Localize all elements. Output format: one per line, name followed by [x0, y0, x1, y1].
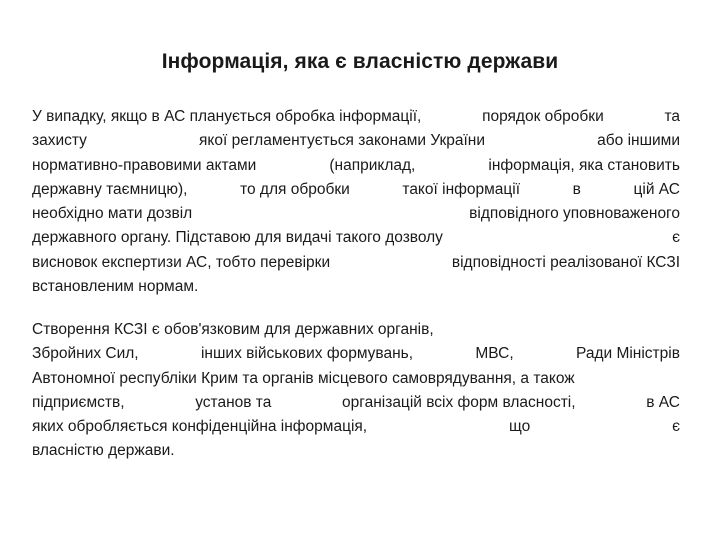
text-segment: є: [672, 229, 680, 247]
text-segment: (наприклад,: [329, 156, 416, 174]
text-segment: яких обробляється конфіденційна інформація,: [32, 418, 368, 436]
text-segment: інформація, яка становить: [488, 156, 680, 174]
text-segment: та: [664, 108, 680, 125]
text-segment: Створення КСЗІ є обов'язковим для державних органів,: [32, 321, 434, 338]
text-segment: організацій всіх форм власності,: [342, 393, 576, 411]
text-segment: такої інформації: [402, 180, 521, 198]
text-segment: МВС,: [475, 345, 514, 363]
text-line: [32, 202, 680, 226]
text-line: [32, 391, 680, 415]
text-line: [32, 275, 680, 299]
text-segment: необхідно мати дозвіл: [32, 205, 193, 223]
text-segment: якої регламентується законами України: [199, 132, 486, 150]
text-segment: державну таємницю),: [32, 180, 188, 198]
paragraph-access-permit: [32, 105, 680, 299]
text-segment: нормативно-правовими актами: [32, 156, 257, 174]
text-line: [32, 342, 680, 366]
text-segment: то для обробки: [240, 180, 350, 198]
text-segment: захисту: [32, 132, 87, 150]
text-segment: Автономної республіки Крим та органів місцевого самоврядування, а також: [32, 369, 575, 387]
text-segment: установ та: [195, 393, 272, 411]
text-line: [32, 154, 680, 178]
text-line: [32, 129, 680, 153]
text-segment: відповідного уповноваженого: [469, 205, 680, 223]
text-segment: підприємств,: [32, 393, 125, 411]
text-line: [32, 318, 680, 342]
text-segment: висновок експертизи АС, тобто перевірки: [32, 253, 331, 271]
text-segment: державного органу. Підставою для видачі такого дозволу: [32, 229, 443, 247]
text-line: [32, 439, 680, 463]
text-segment: власністю держави.: [32, 442, 175, 460]
text-segment: в АС: [646, 393, 680, 411]
slide-title: Інформація, яка є власністю держави: [161, 50, 559, 73]
text-segment: або іншими: [597, 132, 680, 150]
text-segment: в: [572, 180, 581, 198]
text-segment: встановленим нормам.: [32, 278, 199, 296]
text-line: [32, 251, 680, 275]
text-line: [32, 105, 680, 129]
text-segment: цій АС: [633, 180, 680, 198]
text-segment: відповідності реалізованої КСЗІ: [451, 253, 680, 271]
text-segment: є: [672, 418, 680, 436]
text-line: [32, 178, 680, 202]
text-segment: інших військових формувань,: [200, 345, 414, 363]
text-segment: Збройних Сил,: [32, 345, 139, 363]
text-line: [32, 226, 680, 250]
text-segment: Ради Міністрів: [576, 345, 680, 363]
text-segment: порядок обробки: [482, 108, 604, 125]
text-segment: що: [508, 418, 531, 436]
text-line: [32, 367, 680, 391]
paragraph-kszi-obligation: [32, 318, 680, 464]
text-segment: У випадку, якщо в АС планується обробка інформації,: [32, 108, 422, 125]
text-line: [32, 415, 680, 439]
